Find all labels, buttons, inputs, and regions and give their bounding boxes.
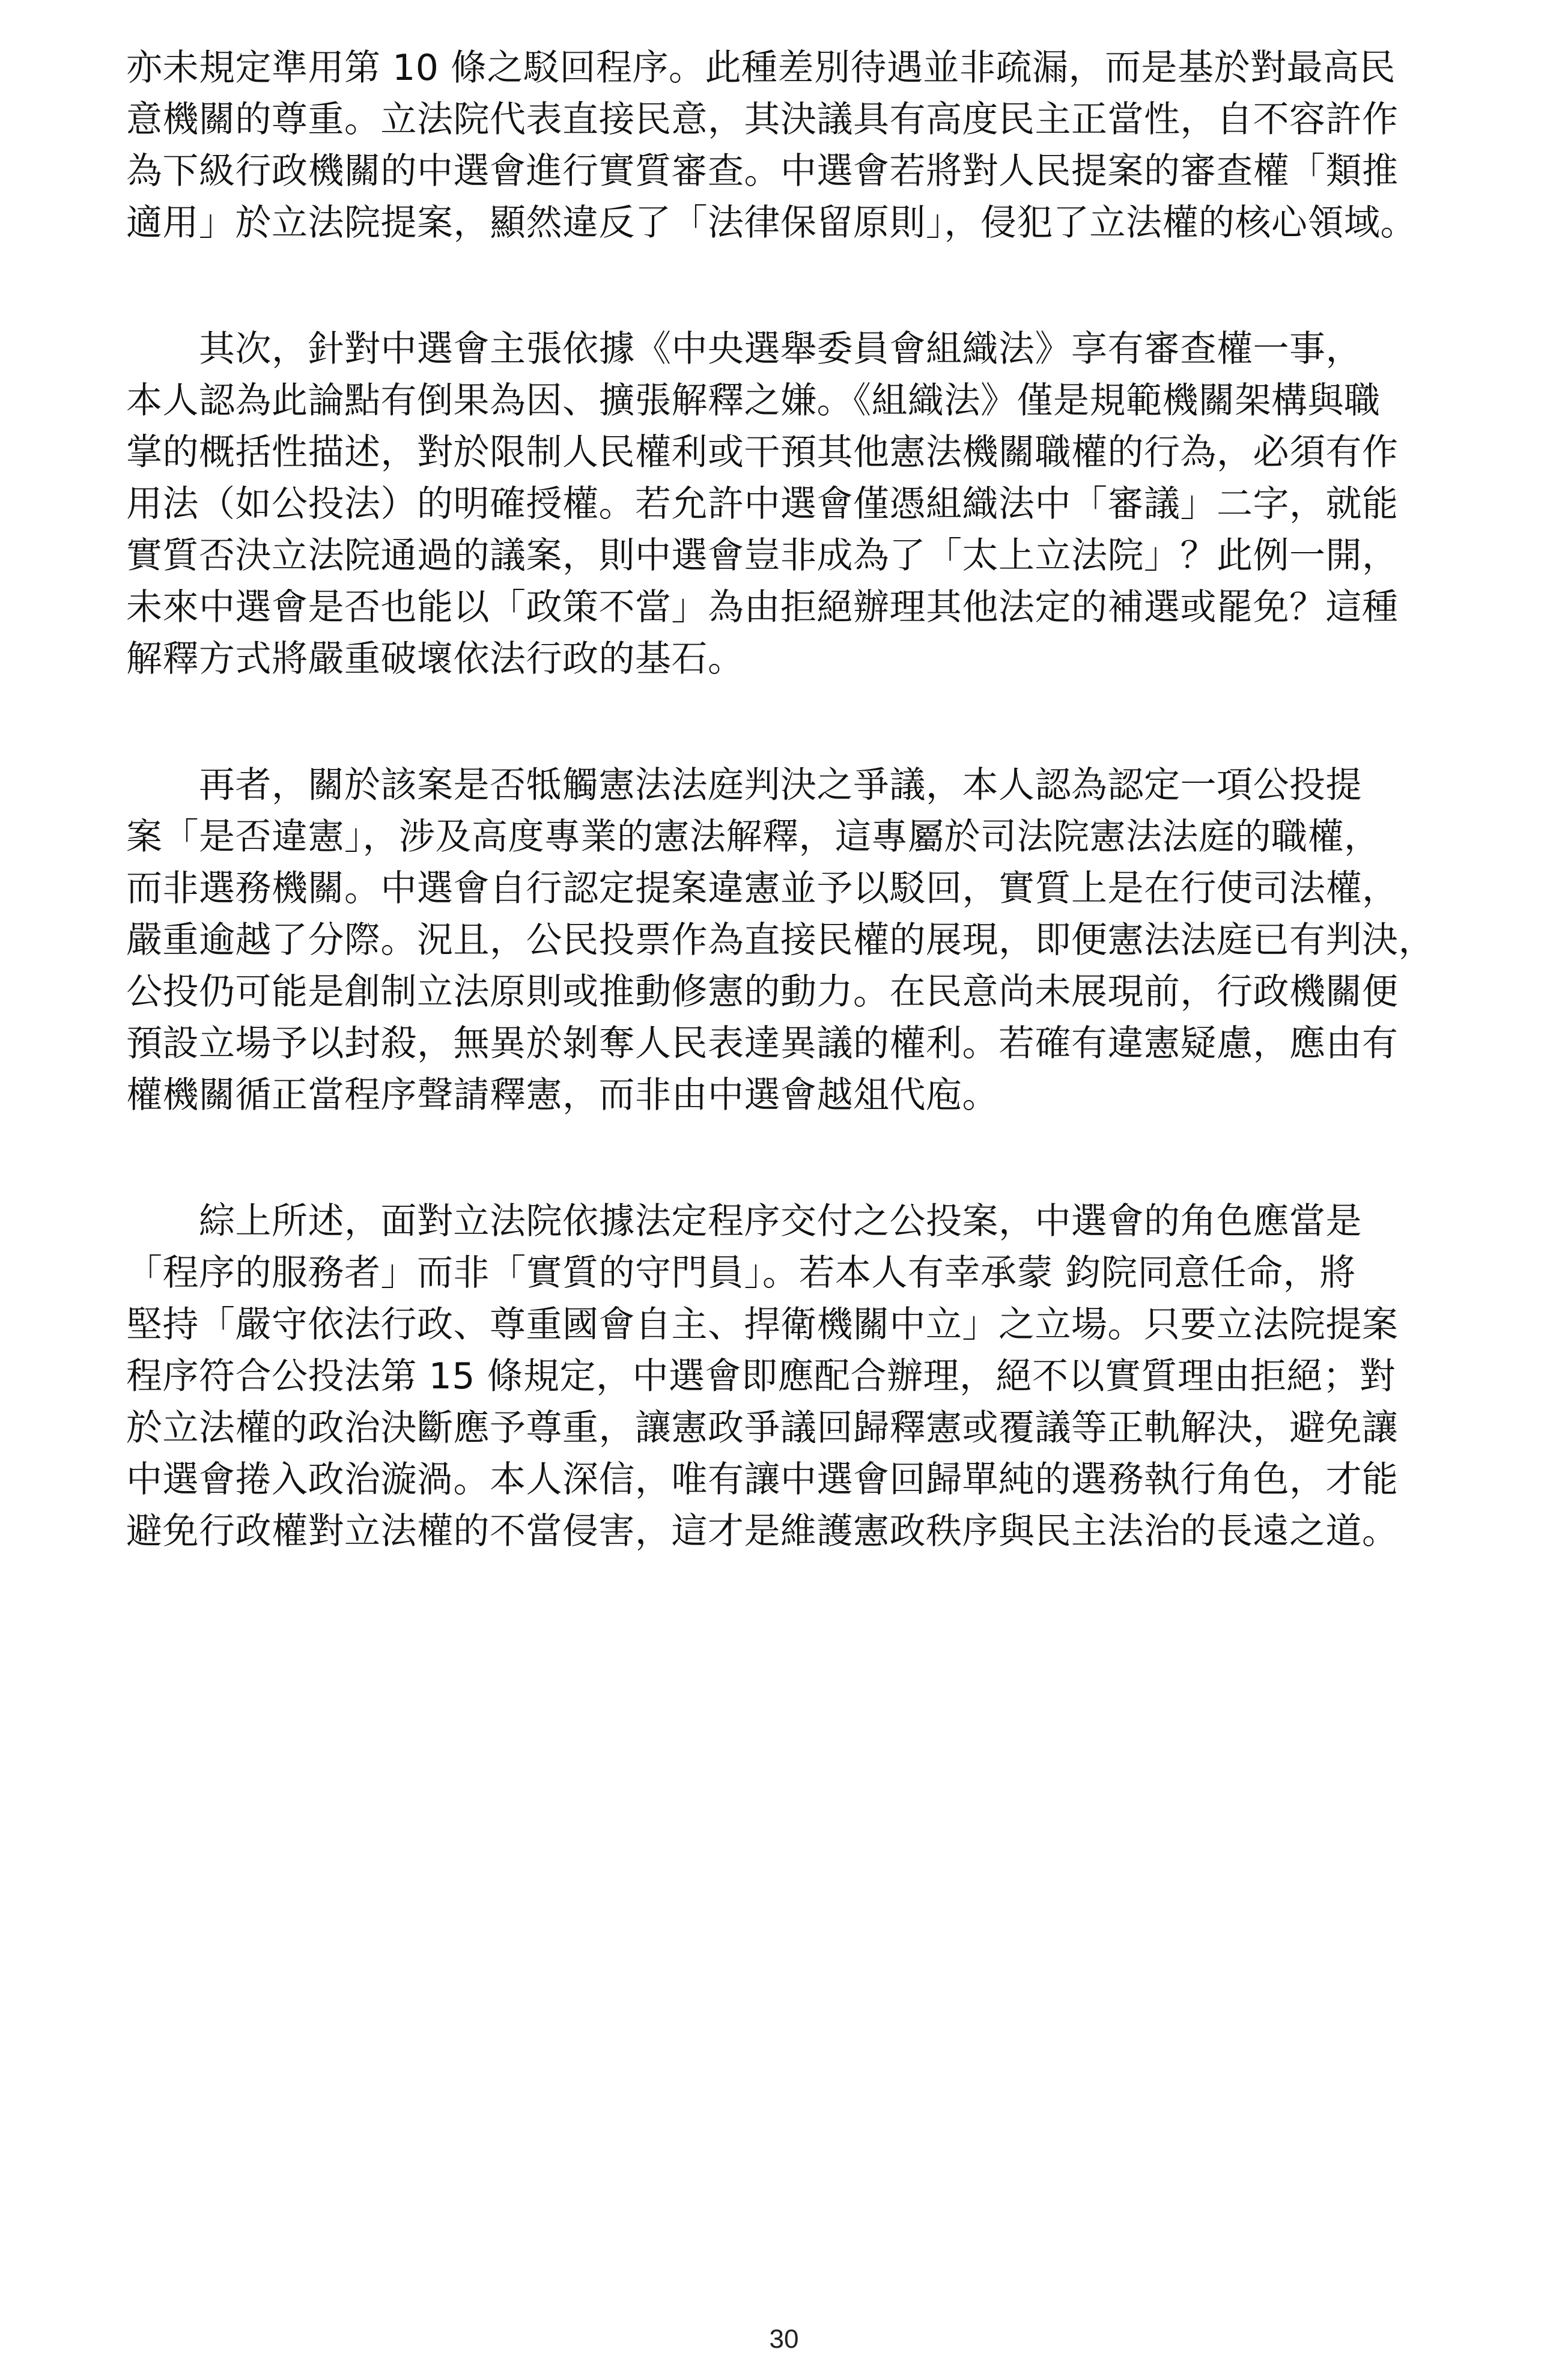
text-line: 嚴重逾越了分際。況且，公民投票作為直接民權的展現，即便憲法法庭已有判決， (126, 919, 1435, 961)
text-line: 程序符合公投法第 15 條規定，中選會即應配合辦理，絕不以實質理由拒絕；對 (126, 1355, 1396, 1397)
text-line: 案「是否違憲」，涉及高度專業的憲法解釋，這專屬於司法院憲法法庭的職權， (126, 816, 1381, 858)
text-line: 本人認為此論點有倒果為因、擴張解釋之嫌。《組織法》僅是規範機關架構與職 (126, 380, 1381, 422)
page-number: 30 (769, 2324, 799, 2354)
body-text (126, 42, 1460, 1632)
text-line: 適用」於立法院提案，顯然違反了「法律保留原則」，侵犯了立法權的核心領域。 (126, 202, 1417, 244)
text-line: 避免行政權對立法權的不當侵害，這才是維護憲政秩序與民主法治的長遠之道。 (126, 1510, 1399, 1552)
text-line: 用法（如公投法）的明確授權。若允許中選會僅憑組織法中「審議」二字，就能 (126, 483, 1399, 525)
text-line: 綜上所述，面對立法院依據法定程序交付之公投案，中選會的角色應當是 (126, 1200, 1362, 1242)
text-line: 於立法權的政治決斷應予尊重，讓憲政爭議回歸釋憲或覆議等正軌解決，避免讓 (126, 1407, 1399, 1449)
paragraph-3 (126, 759, 1460, 1121)
paragraph-4 (126, 1196, 1460, 1557)
text-line: 亦未規定準用第 10 條之駁回程序。此種差別待遇並非疏漏，而是基於對最高民 (126, 47, 1396, 89)
paragraph-2 (126, 323, 1460, 685)
text-line: 其次，針對中選會主張依據《中央選舉委員會組織法》享有審查權一事， (126, 328, 1362, 370)
text-line: 為下級行政機關的中選會進行實質審查。中選會若將對人民提案的審查權「類推 (126, 150, 1399, 192)
text-line: 而非選務機關。中選會自行認定提案違憲並予以駁回，實質上是在行使司法權， (126, 868, 1399, 910)
text-line: 預設立場予以封殺，無異於剝奪人民表達異議的權利。若確有違憲疑慮，應由有 (126, 1022, 1399, 1065)
text-line: 實質否決立法院通過的議案，則中選會豈非成為了「太上立法院」？此例一開， (126, 535, 1399, 577)
text-line: 再者，關於該案是否牴觸憲法法庭判決之爭議，本人認為認定一項公投提 (126, 764, 1362, 806)
text-line: 權機關循正當程序聲請釋憲，而非由中選會越俎代庖。 (126, 1074, 998, 1116)
paragraph-1 (126, 42, 1460, 249)
text-line: 意機關的尊重。立法院代表直接民意，其決議具有高度民主正當性，自不容許作 (126, 99, 1399, 141)
text-line: 未來中選會是否也能以「政策不當」為由拒絕辦理其他法定的補選或罷免？這種 (126, 586, 1399, 628)
text-line: 解釋方式將嚴重破壞依法行政的基石。 (126, 638, 744, 680)
text-line: 公投仍可能是創制立法原則或推動修憲的動力。在民意尚未展現前，行政機關便 (126, 971, 1399, 1013)
text-line: 「程序的服務者」而非「實質的守門員」。若本人有幸承蒙 鈞院同意任命，將 (126, 1252, 1356, 1294)
text-line: 中選會捲入政治漩渦。本人深信，唯有讓中選會回歸單純的選務執行角色，才能 (126, 1459, 1399, 1501)
text-line: 堅持「嚴守依法行政、尊重國會自主、捍衛機關中立」之立場。只要立法院提案 (126, 1304, 1399, 1346)
text-line: 掌的概括性描述，對於限制人民權利或干預其他憲法機關職權的行為，必須有作 (126, 431, 1399, 473)
